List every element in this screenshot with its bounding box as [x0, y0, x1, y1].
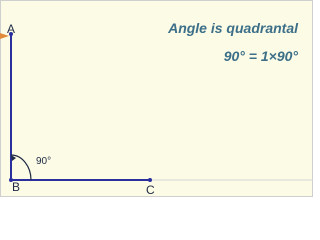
angle-type-title: Angle is quadrantal: [168, 20, 298, 36]
point-c[interactable]: [148, 178, 152, 182]
point-a-label: A: [7, 22, 16, 36]
angle-equation: 90° = 1×90°: [223, 48, 298, 64]
point-b-label: B: [12, 180, 21, 194]
angle-label: 90°: [36, 156, 52, 167]
point-c-label: C: [146, 183, 155, 197]
